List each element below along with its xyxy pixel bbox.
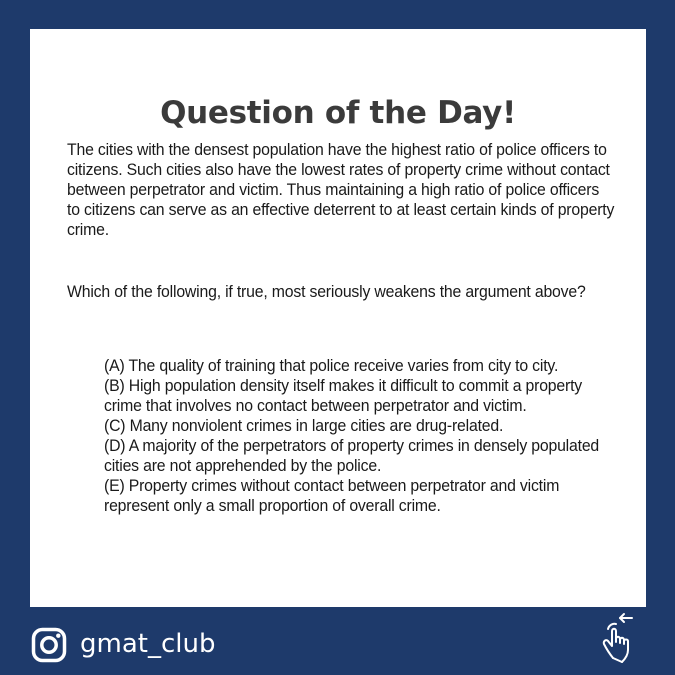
question-card [30, 29, 646, 607]
option-b[interactable]: (B) High population density itself makes it difficult to commit a property crime that involves no contact between perpetrator and victim. [104, 376, 583, 415]
option-e[interactable]: (E) Property crimes without contact between perpetrator and victim represent only a small proportion of overall crime. [104, 476, 560, 515]
question-stem: Which of the following, if true, most seriously weakens the argument above? [67, 282, 586, 301]
option-a[interactable]: (A) The quality of training that police receive varies from city to city. [104, 356, 559, 375]
option-c[interactable]: (C) Many nonviolent crimes in large cities are drug-related. [104, 416, 504, 435]
footer [0, 607, 675, 675]
page-title: Question of the Day! [160, 95, 516, 131]
passage-text: The cities with the densest population have the highest ratio of police officers to citizens. Such cities also have the lowest rates of property crime without contact between perpetrator and victim. Thus maintaining a high ratio of police officers to citizens can serve as an effective deterrent to at least certain kinds of property crime. [67, 140, 615, 239]
option-d[interactable]: (D) A majority of the perpetrators of property crimes in densely populated cities are not apprehended by the police. [104, 436, 600, 475]
answer-options [104, 356, 606, 516]
swipe-hand-icon [598, 609, 646, 667]
instagram-icon[interactable] [31, 627, 67, 663]
instagram-handle[interactable]: gmat_club [80, 629, 216, 659]
